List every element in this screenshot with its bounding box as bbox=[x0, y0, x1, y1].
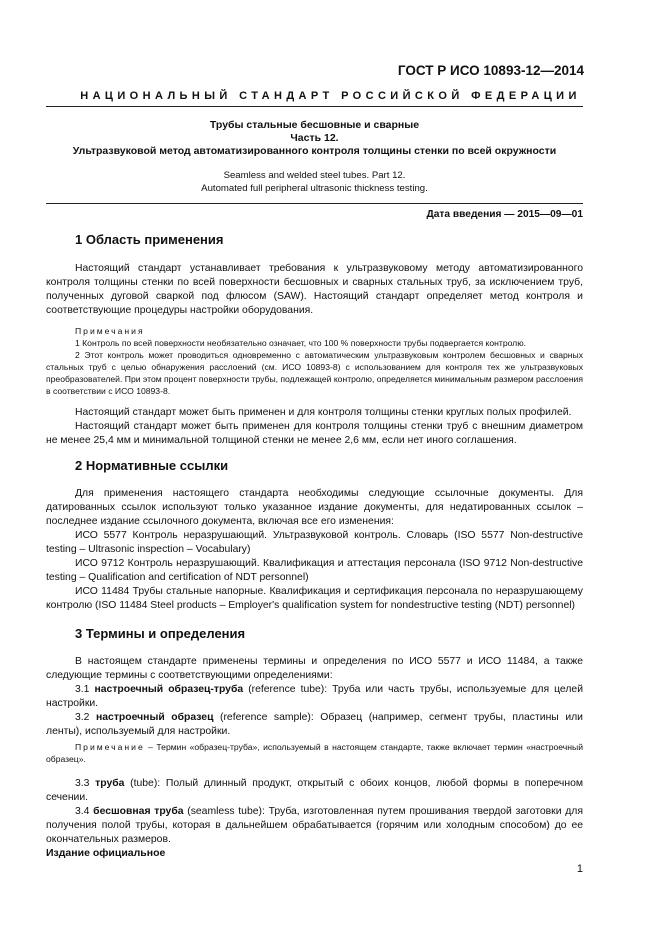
section-2-heading: 2 Нормативные ссылки bbox=[75, 458, 229, 473]
term-definition: (tube): Полый длинный продукт, открытый с обоих концов, любой формы в поперечном сечении. bbox=[46, 778, 583, 803]
title-line-2: Часть 12. bbox=[290, 132, 339, 144]
note-1: 1 Контроль по всей поверхности необязательно означает, что 100 % поверхности трубы подвергается контролю. bbox=[75, 338, 527, 348]
section-1-body bbox=[46, 406, 583, 448]
section-1-heading: 1 Область применения bbox=[75, 232, 224, 247]
section-3-heading: 3 Термины и определения bbox=[75, 626, 246, 641]
note-label: Примечания bbox=[75, 326, 145, 336]
section-3-terms bbox=[46, 777, 583, 847]
term-number: 3.1 bbox=[75, 684, 90, 695]
term-3-2 bbox=[46, 711, 583, 739]
term-name: настроечный образец bbox=[96, 712, 214, 723]
header-divider bbox=[46, 106, 583, 107]
term-number: 3.4 bbox=[75, 806, 90, 817]
title-line-1: Трубы стальные бесшовные и сварные bbox=[209, 119, 420, 131]
term-name: труба bbox=[95, 778, 125, 789]
reference-iso-5577: ИСО 5577 Контроль неразрушающий. Ультразвуковой контроль. Словарь (ISO 5577 Non-destructive testing – Ultrasonic inspection – Vocabulary) bbox=[46, 530, 583, 555]
term-number: 3.2 bbox=[75, 712, 90, 723]
paragraph: Для применения настоящего стандарта необходимы следующие ссылочные документы. Для датированных ссылок используют только указанное издание документы, для недатированных ссылок – последнее издание ссылочного документа, включая все его изменения: bbox=[46, 488, 583, 527]
term-definition: (reference tube): Труба или часть трубы, используемые для целей настройки. bbox=[46, 684, 584, 709]
term-definition: (seamless tube): Труба, изготовленная путем прошивания твердой заготовки для получения полой трубы, которая в дальнейшем обрабатывается (горячим или холодным способом) до ее окончательных размеров. bbox=[46, 806, 583, 845]
title-en-line-1: Seamless and welded steel tubes. Part 12. bbox=[223, 170, 406, 181]
paragraph: Настоящий стандарт устанавливает требования к ультразвуковому методу автоматизированного контроля толщины стенки по всей поверхности бесшовных и сварных стальных труб, за исключением труб, полученных дуговой сваркой под флюсом (SAW). Настоящий стандарт определяет метод контроля и соответствующие процедуры настройки оборудования. bbox=[46, 263, 583, 316]
term-number: 3.3 bbox=[75, 778, 90, 789]
reference-iso-11484: ИСО 11484 Трубы стальные напорные. Квалификация и сертификация персонала по неразрушающему контролю (ISO 11484 Steel products – Employer's qualification system for nondestructive testing (NDT) personnel) bbox=[46, 586, 583, 611]
paragraph: Настоящий стандарт может быть применен для контроля толщины стенки труб с внешним диаметром не менее 25,4 мм и минимальной толщиной стенки не менее 2,6 мм, если нет иного соглашения. bbox=[46, 421, 583, 446]
official-edition-label: Издание официальное bbox=[46, 847, 166, 859]
note-text: – Термин «образец-труба», используемый в настоящем стандарте, также включает термин «настроечный образец». bbox=[46, 742, 583, 764]
title-line-3: Ультразвуковой метод автоматизированного контроля толщины стенки по всей окружности bbox=[72, 145, 557, 157]
title-ru bbox=[46, 119, 583, 158]
note-label: Примечание bbox=[75, 742, 145, 752]
national-standard-banner: НАЦИОНАЛЬНЫЙ СТАНДАРТ РОССИЙСКОЙ ФЕДЕРАЦИИ bbox=[80, 90, 581, 102]
section-1-notes bbox=[46, 325, 583, 397]
standard-designation: ГОСТ Р ИСО 10893-12—2014 bbox=[397, 63, 584, 78]
term-name: настроечный образец-труба bbox=[94, 684, 244, 695]
note-2: 2 Этот контроль может проводиться одновременно с автоматическим ультразвуковым контролем бесшовных и сварных стальных труб с целью обнаружения расслоений (см. ИСО 10893-8) с использованием для контроля тех же ультразвуковых преобразователей. При этом процент поверхности трубы, подлежащей контролю, определяется минимальным размером расслоения в соответствии с ИСО 10893-8. bbox=[46, 350, 584, 396]
paragraph: В настоящем стандарте применены термины и определения по ИСО 5577 и ИСО 11484, а также следующие термины с соответствующими определениями: bbox=[46, 656, 583, 681]
section-3-note bbox=[46, 741, 583, 765]
term-name: бесшовная труба bbox=[93, 806, 184, 817]
title-divider bbox=[46, 203, 583, 204]
term-definition: (reference sample): Образец (например, сегмент трубы, пластины или ленты), используемый для настройки. bbox=[46, 712, 583, 737]
section-1-intro bbox=[46, 262, 583, 318]
note bbox=[46, 741, 583, 765]
paragraph: Настоящий стандарт может быть применен и для контроля толщины стенки круглых полых профилей. bbox=[75, 407, 572, 418]
page-number: 1 bbox=[576, 863, 583, 875]
section-2-body bbox=[46, 487, 583, 613]
term-3-4 bbox=[46, 805, 583, 847]
title-en-line-2: Automated full peripheral ultrasonic thickness testing. bbox=[201, 182, 428, 194]
term-3-1 bbox=[46, 683, 583, 711]
effective-date: Дата введения — 2015—09—01 bbox=[426, 209, 583, 220]
term-3-3 bbox=[46, 777, 583, 805]
title-en bbox=[46, 170, 583, 195]
reference-iso-9712: ИСО 9712 Контроль неразрушающий. Квалификация и аттестация персонала (ISO 9712 Non-destructive testing – Qualification and certification of NDT personnel) bbox=[46, 558, 583, 583]
section-3-body bbox=[46, 655, 583, 739]
